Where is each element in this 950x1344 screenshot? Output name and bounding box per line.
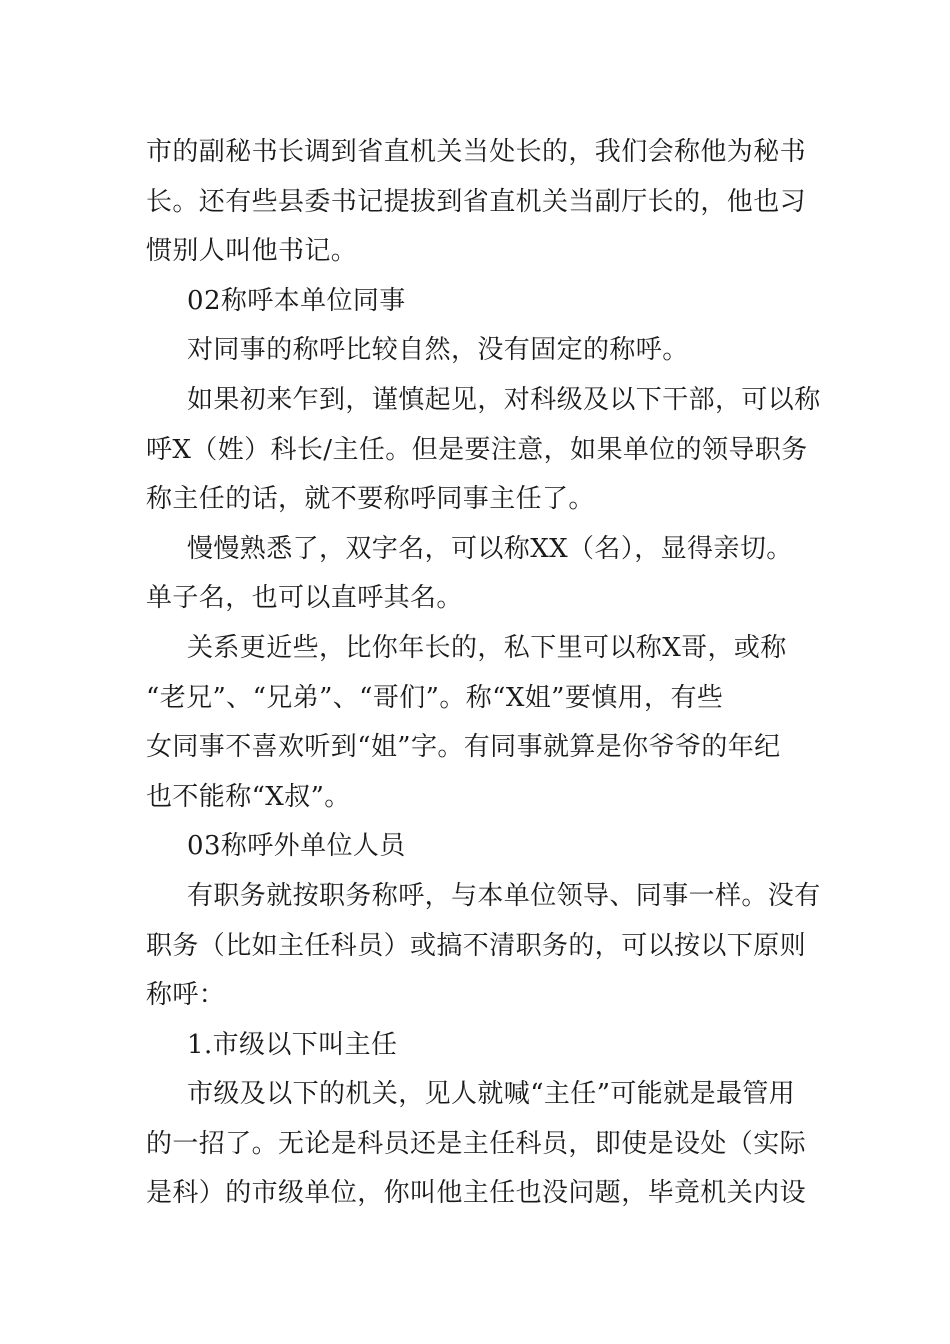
text-line: 呼X（姓）科长/主任。但是要注意，如果单位的领导职务 [146,434,808,465]
paragraph-start: 市级及以下的机关，见人就喊“主任”可能就是最管用 [187,1079,796,1110]
text-line: 单子名，也可以直呼其名。 [146,583,463,614]
text-line: 也不能称“X叔”。 [146,781,351,812]
paragraph-start: 对同事的称呼比较自然，没有固定的称呼。 [187,335,689,366]
text-line: 女同事不喜欢听到“姐”字。有同事就算是你爷爷的年纪 [146,732,781,763]
paragraph-start: 如果初来乍到，谨慎起见，对科级及以下干部，可以称 [187,384,821,415]
section-heading: 03称呼外单位人员 [187,831,406,862]
section-heading: 02称呼本单位同事 [187,285,406,316]
text-line: 职务（比如主任科员）或搞不清职务的，可以按以下原则 [146,930,807,961]
text-line: 惯别人叫他书记。 [146,236,358,267]
paragraph-start: 关系更近些，比你年长的，私下里可以称X哥，或称 [187,632,787,663]
text-line: 称呼： [146,980,226,1011]
text-line: 是科）的市级单位，你叫他主任也没问题，毕竟机关内设 [146,1178,807,1209]
text-line: 的一招了。无论是科员还是主任科员，即使是设处（实际 [146,1128,807,1159]
text-line: “老兄”、“兄弟”、“哥们”。称“X姐”要慎用，有些 [146,682,724,713]
subsection-heading: 1.市级以下叫主任 [187,1029,398,1060]
body-text [146,128,821,1219]
paragraph-start: 慢慢熟悉了，双字名，可以称XX（名），显得亲切。 [187,533,793,564]
text-line: 称主任的话，就不要称呼同事主任了。 [146,484,595,515]
text-line: 长。还有些县委书记提拔到省直机关当副厅长的，他也习 [146,186,807,217]
paragraph-start: 有职务就按职务称呼，与本单位领导、同事一样。没有 [187,880,821,911]
text-line: 市的副秘书长调到省直机关当处长的，我们会称他为秘书 [146,137,807,167]
